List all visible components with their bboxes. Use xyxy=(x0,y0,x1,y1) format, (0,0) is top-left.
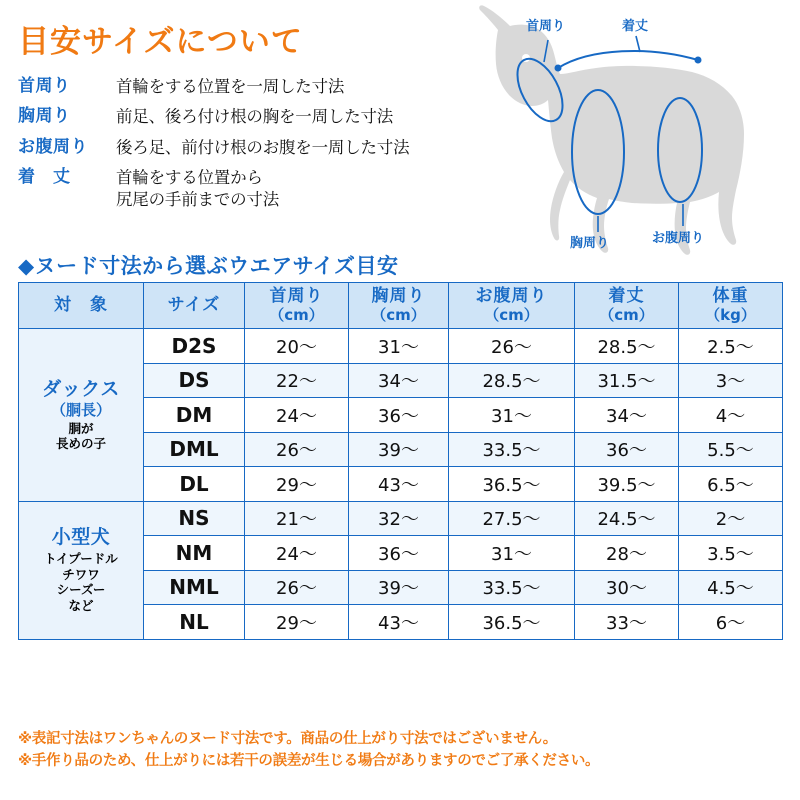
cell-length: 33〜 xyxy=(575,605,679,640)
definition-description xyxy=(116,167,279,210)
cell-length: 36〜 xyxy=(575,432,679,467)
column-header-chest xyxy=(349,283,449,329)
cell-chest: 36〜 xyxy=(349,536,449,571)
cell-weight: 3〜 xyxy=(679,363,783,398)
column-header-target xyxy=(19,283,144,329)
definition-description: 首輪をする位置を一周した寸法 xyxy=(116,77,345,96)
definition-row xyxy=(18,137,488,158)
cell-belly: 33.5〜 xyxy=(449,570,575,605)
illustration-label-neck: 首周り xyxy=(526,19,566,34)
group-label-note-line2: 長めの子 xyxy=(55,436,106,452)
definition-row xyxy=(18,76,488,97)
definition-description-line2: 尻尾の手前までの寸法 xyxy=(116,189,280,209)
illustration-label-chest: 胸周り xyxy=(570,236,610,251)
group-label-small-dog xyxy=(19,501,144,639)
definition-description: 後ろ足、前付け根のお腹を一周した寸法 xyxy=(116,137,410,157)
column-header-chest-unit: （cm） xyxy=(371,305,426,324)
cell-size: D2S xyxy=(144,329,245,364)
dog-silhouette-icon xyxy=(479,5,744,254)
cell-neck: 20〜 xyxy=(245,329,349,364)
group-label-dachshund xyxy=(19,329,144,502)
footnote-1: ※表記寸法はワンちゃんのヌード寸法です。商品の仕上がり寸法ではございません。 xyxy=(18,731,557,747)
cell-belly: 36.5〜 xyxy=(449,605,575,640)
cell-chest: 43〜 xyxy=(349,605,449,640)
group-label-note-line1: トイプードル xyxy=(44,551,118,567)
cell-belly: 26〜 xyxy=(449,329,575,364)
illustration-label-length: 着丈 xyxy=(622,19,649,34)
group-label-main: 小型犬 xyxy=(51,526,111,549)
cell-weight: 6〜 xyxy=(679,605,783,640)
cell-neck: 26〜 xyxy=(245,570,349,605)
column-header-neck-unit: （cm） xyxy=(269,305,324,324)
cell-belly: 36.5〜 xyxy=(449,467,575,502)
dog-measurement-illustration xyxy=(440,4,796,260)
cell-belly: 33.5〜 xyxy=(449,432,575,467)
cell-size: NL xyxy=(144,605,245,640)
cell-chest: 39〜 xyxy=(349,570,449,605)
cell-neck: 22〜 xyxy=(245,363,349,398)
cell-chest: 36〜 xyxy=(349,398,449,433)
cell-size: DL xyxy=(144,467,245,502)
length-measure-line xyxy=(558,51,698,68)
column-header-length-main: 着丈 xyxy=(608,286,645,307)
cell-size: DM xyxy=(144,398,245,433)
cell-weight: 5.5〜 xyxy=(679,432,783,467)
column-header-length xyxy=(575,283,679,329)
definition-description-line1: 首輪をする位置から xyxy=(116,168,263,188)
cell-size: DML xyxy=(144,432,245,467)
column-header-weight-main: 体重 xyxy=(712,286,749,307)
table-header xyxy=(19,283,783,329)
measurement-definitions xyxy=(18,76,488,219)
cell-belly: 31〜 xyxy=(449,536,575,571)
cell-length: 28.5〜 xyxy=(575,329,679,364)
cell-neck: 21〜 xyxy=(245,501,349,536)
table-row xyxy=(19,501,783,536)
cell-size: NML xyxy=(144,570,245,605)
column-header-weight xyxy=(679,283,783,329)
column-header-target-main: 対 象 xyxy=(54,294,108,315)
footnote-2: ※手作り品のため、仕上がりには若干の誤差が生じる場合がありますのでご了承ください。 xyxy=(18,753,600,770)
group-label-note-line3: シーズー xyxy=(56,582,106,598)
cell-length: 34〜 xyxy=(575,398,679,433)
cell-weight: 4〜 xyxy=(679,398,783,433)
column-header-size xyxy=(144,283,245,329)
cell-neck: 26〜 xyxy=(245,432,349,467)
cell-size: NS xyxy=(144,501,245,536)
footnotes xyxy=(18,728,788,773)
definition-term: 胸周り xyxy=(18,106,71,127)
cell-neck: 24〜 xyxy=(245,536,349,571)
definition-term: 首周り xyxy=(18,76,71,96)
cell-belly: 27.5〜 xyxy=(449,501,575,536)
column-header-belly-unit: （cm） xyxy=(484,305,539,324)
size-chart-table xyxy=(18,282,783,640)
group-label-note xyxy=(19,551,143,614)
cell-weight: 4.5〜 xyxy=(679,570,783,605)
group-label-note xyxy=(19,421,143,452)
definition-row xyxy=(18,106,488,127)
group-label-note-line1: 胴が xyxy=(68,420,94,436)
table-body xyxy=(19,329,783,640)
table-row xyxy=(19,329,783,364)
group-label-note-line4: など xyxy=(68,598,94,614)
illustration-label-belly: お腹周り xyxy=(652,231,705,246)
definition-term: お腹周り xyxy=(18,136,88,157)
cell-size: DS xyxy=(144,363,245,398)
cell-weight: 2〜 xyxy=(679,501,783,536)
group-label-sub: （胴長） xyxy=(50,400,111,419)
group-label-note-line2: チワワ xyxy=(62,566,100,582)
definition-description: 前足、後ろ付け根の胸を一周した寸法 xyxy=(116,107,394,127)
cell-chest: 34〜 xyxy=(349,363,449,398)
table-header-row xyxy=(19,283,783,329)
section-heading: ◆ヌード寸法から選ぶウエアサイズ目安 xyxy=(18,254,399,278)
cell-length: 28〜 xyxy=(575,536,679,571)
cell-length: 39.5〜 xyxy=(575,467,679,502)
cell-length: 30〜 xyxy=(575,570,679,605)
column-header-neck xyxy=(245,283,349,329)
cell-chest: 32〜 xyxy=(349,501,449,536)
cell-weight: 3.5〜 xyxy=(679,536,783,571)
cell-weight: 2.5〜 xyxy=(679,329,783,364)
page-title: 目安サイズについて xyxy=(18,24,303,60)
column-header-length-unit: （cm） xyxy=(599,305,654,324)
cell-length: 24.5〜 xyxy=(575,501,679,536)
cell-neck: 29〜 xyxy=(245,467,349,502)
cell-belly: 28.5〜 xyxy=(449,363,575,398)
definition-row xyxy=(18,167,488,210)
cell-weight: 6.5〜 xyxy=(679,467,783,502)
cell-chest: 43〜 xyxy=(349,467,449,502)
column-header-chest-main: 胸周り xyxy=(371,286,426,307)
cell-belly: 31〜 xyxy=(449,398,575,433)
cell-length: 31.5〜 xyxy=(575,363,679,398)
column-header-size-main: サイズ xyxy=(167,294,221,315)
cell-chest: 39〜 xyxy=(349,432,449,467)
column-header-belly xyxy=(449,283,575,329)
definition-term: 着 丈 xyxy=(18,167,71,188)
cell-neck: 24〜 xyxy=(245,398,349,433)
group-label-main: ダックス xyxy=(42,377,120,400)
column-header-belly-main: お腹周り xyxy=(475,286,548,307)
column-header-weight-unit: （kg） xyxy=(705,305,756,324)
cell-size: NM xyxy=(144,536,245,571)
cell-chest: 31〜 xyxy=(349,329,449,364)
column-header-neck-main: 首周り xyxy=(269,286,324,307)
cell-neck: 29〜 xyxy=(245,605,349,640)
